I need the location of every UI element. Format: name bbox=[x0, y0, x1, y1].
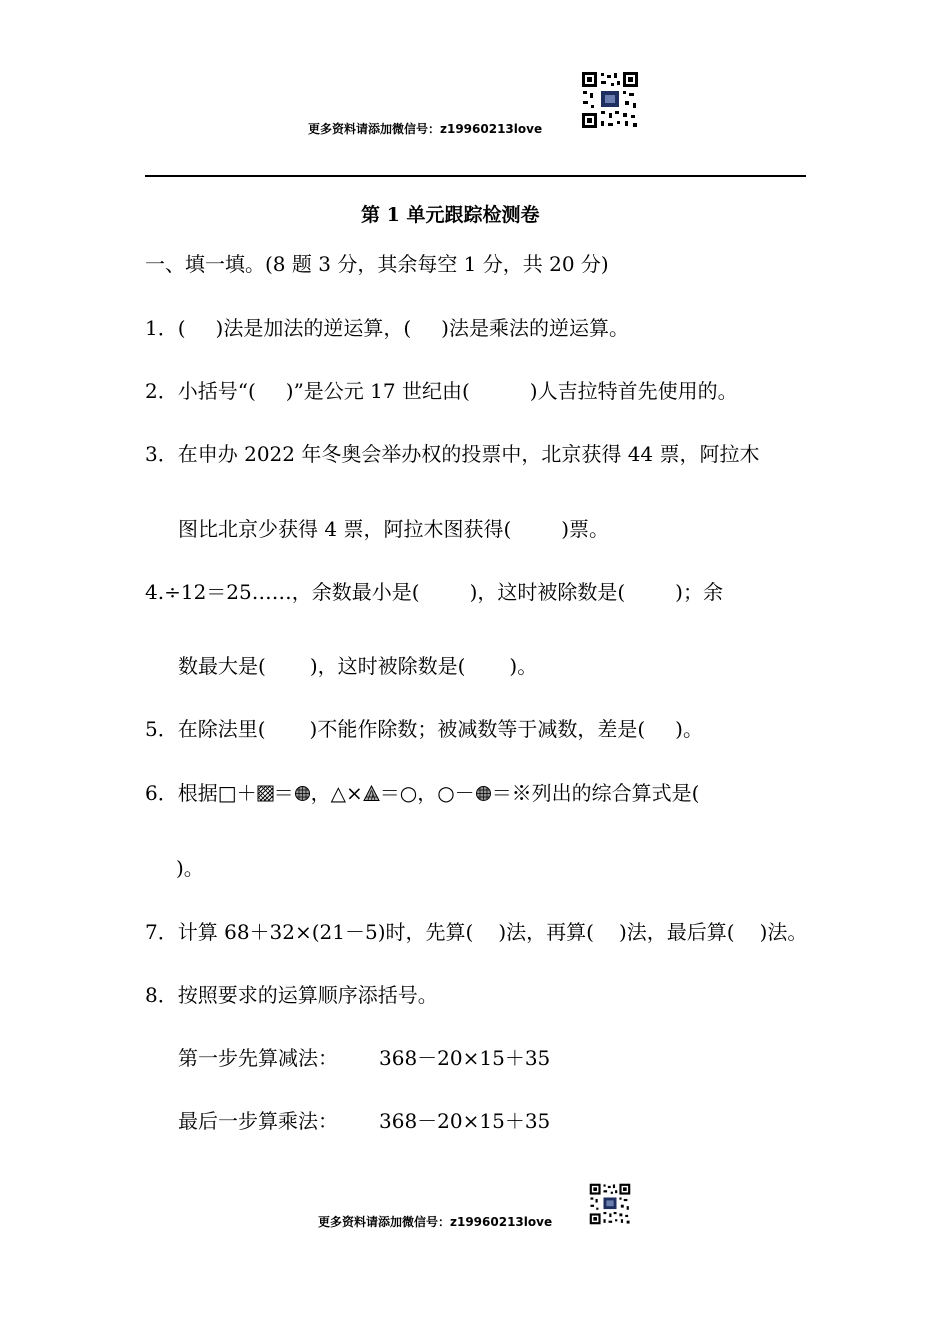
header-wechat-text: 更多资料请添加微信号：z19960213love bbox=[308, 122, 543, 136]
question-8-row-1-expression[interactable]: 368－20×15＋35 bbox=[379, 1046, 551, 1070]
header-rule bbox=[145, 175, 806, 177]
question-3-line-2: 图比北京少获得 4 票，阿拉木图获得( )票。 bbox=[178, 517, 610, 541]
question-2: 2．小括号“( )”是公元 17 世纪由( )人吉拉特首先使用的。 bbox=[145, 379, 738, 403]
question-7: 7．计算 68＋32×(21－5)时，先算( )法，再算( )法，最后算( )法。 bbox=[145, 920, 808, 944]
question-8-row-2-expression[interactable]: 368－20×15＋35 bbox=[379, 1109, 551, 1133]
question-6-line-1: 6．根据□＋ ＝ ，△× ＝○，○－ ＝※列出的综合算式是( bbox=[145, 781, 700, 805]
question-number: 2． bbox=[145, 379, 178, 403]
question-5: 5．在除法里( )不能作除数；被减数等于减数，差是( )。 bbox=[145, 717, 703, 741]
question-4-line-1: 4.÷12＝25……，余数最小是( )，这时被除数是( )；余 bbox=[145, 580, 723, 604]
hatched-circle-icon bbox=[475, 785, 492, 802]
question-8-row-2-label: 最后一步算乘法： bbox=[178, 1109, 338, 1133]
question-4-line-2: 数最大是( )，这时被除数是( )。 bbox=[178, 654, 538, 678]
question-6-line-2: )。 bbox=[176, 856, 204, 880]
footer-qr-code-icon bbox=[589, 1183, 631, 1225]
question-1: 1．( )法是加法的逆运算，( )法是乘法的逆运算。 bbox=[145, 316, 629, 340]
hatched-triangle-icon bbox=[363, 785, 380, 802]
question-number: 6． bbox=[145, 781, 178, 805]
question-8-row-1-label: 第一步先算减法： bbox=[178, 1046, 338, 1070]
question-number: 4. bbox=[145, 580, 165, 604]
question-8: 8．按照要求的运算顺序添括号。 bbox=[145, 983, 438, 1007]
page-title: 第 1 单元跟踪检测卷 bbox=[361, 204, 540, 226]
question-number: 1． bbox=[145, 316, 178, 340]
question-3-line-1: 3．在申办 2022 年冬奥会举办权的投票中，北京获得 44 票，阿拉木 bbox=[145, 442, 760, 466]
question-number: 3． bbox=[145, 442, 178, 466]
footer-wechat-text: 更多资料请添加微信号：z19960213love bbox=[318, 1215, 553, 1229]
question-number: 8． bbox=[145, 983, 178, 1007]
section-heading: 一、填一填。(8 题 3 分，其余每空 1 分，共 20 分) bbox=[145, 252, 609, 276]
question-number: 5． bbox=[145, 717, 178, 741]
hatched-square-icon bbox=[257, 785, 274, 802]
question-number: 7． bbox=[145, 920, 178, 944]
hatched-circle-icon bbox=[294, 785, 311, 802]
header-qr-code-icon bbox=[581, 71, 639, 129]
